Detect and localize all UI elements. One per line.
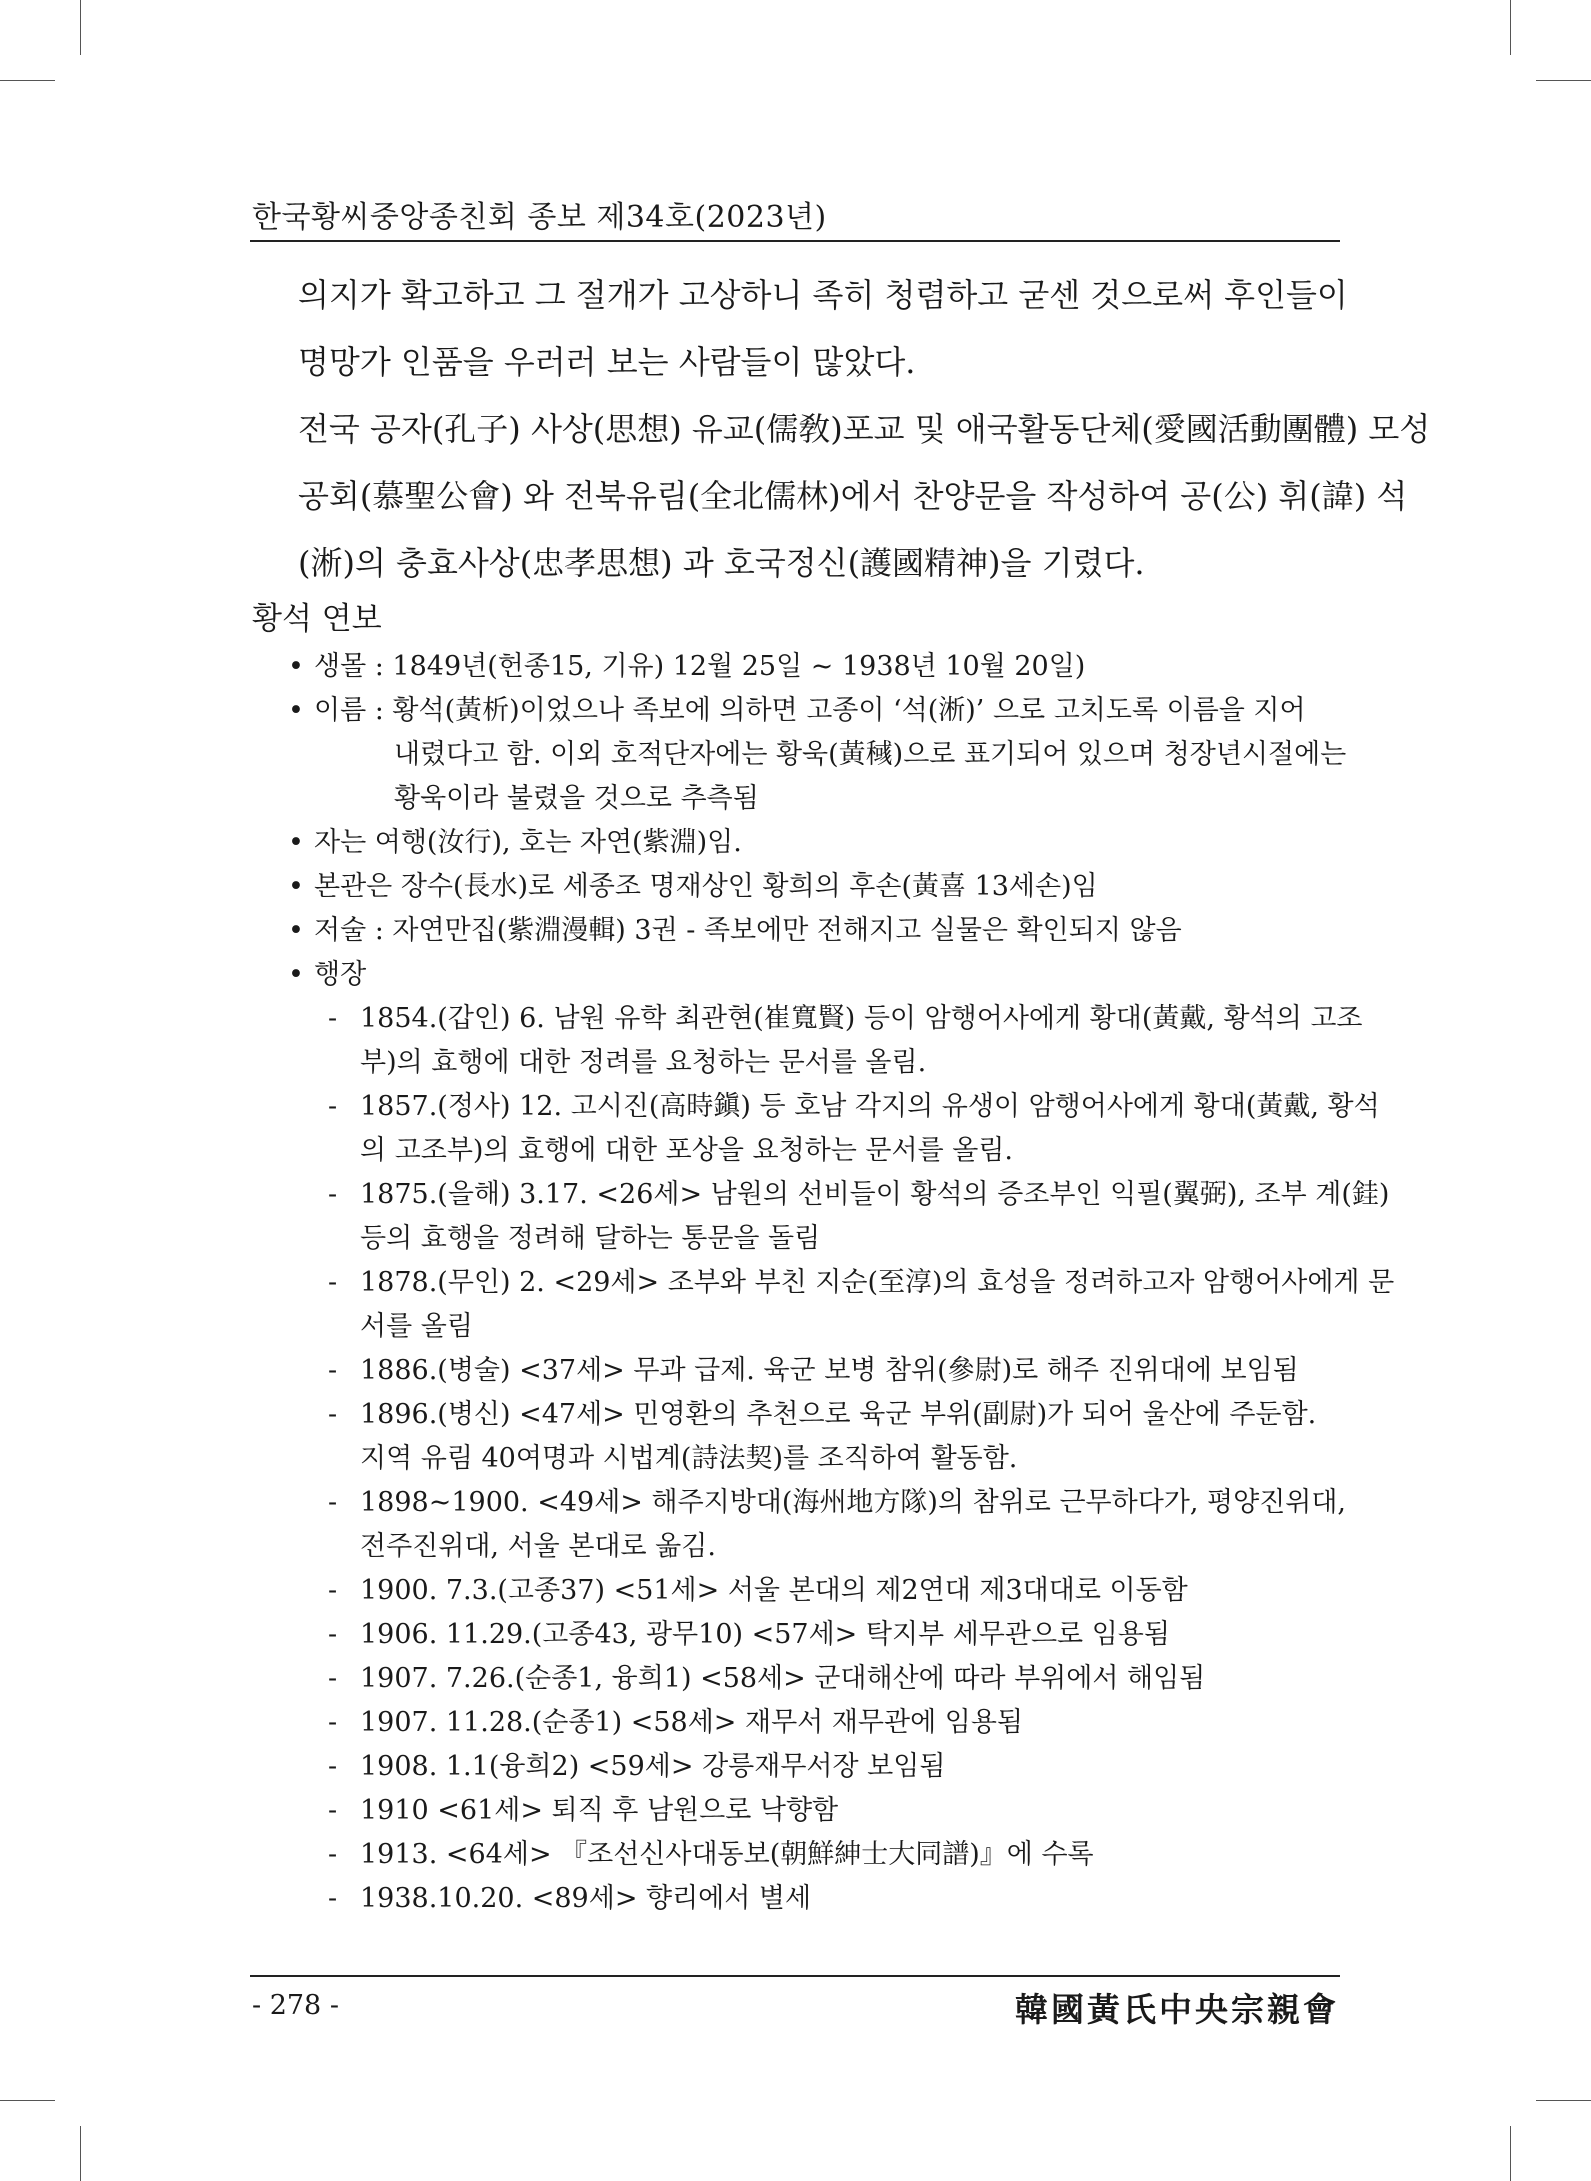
deed-entry xyxy=(328,1657,1383,1701)
deed-text: 1886.(병술) <37세> 무과 급제. 육군 보병 참위(參尉)로 해주 진위대에 보임됨 xyxy=(360,1355,1299,1386)
deed-entry xyxy=(328,1701,1383,1745)
crop-mark xyxy=(1536,2100,1591,2101)
bullet-icon: • xyxy=(288,871,304,902)
deed-text-continued: 서를 올림 xyxy=(360,1311,473,1342)
list-item-name xyxy=(286,689,1347,821)
deed-text-continued: 지역 유림 40여명과 시법계(詩法契)를 조직하여 활동함. xyxy=(360,1443,1018,1474)
dash-icon: - xyxy=(328,1839,338,1870)
deed-entry xyxy=(328,1569,1383,1613)
deed-text: 1938.10.20. <89세> 향리에서 별세 xyxy=(360,1883,812,1914)
intro-line: 전국 공자(孔子) 사상(思想) 유교(儒敎)포교 및 애국활동단체(愛國活動團體) 모성 xyxy=(298,410,1431,448)
crop-mark xyxy=(1536,80,1591,81)
dash-icon: - xyxy=(328,1795,338,1826)
crop-mark xyxy=(80,0,81,55)
item-text: 행장 xyxy=(314,959,367,990)
deed-entry xyxy=(328,1085,1383,1173)
deed-text: 1907. 7.26.(순종1, 융희1) <58세> 군대해산에 따라 부위에서 해임됨 xyxy=(360,1663,1206,1694)
deed-text: 1896.(병신) <47세> 민영환의 추천으로 육군 부위(副尉)가 되어 울산에 주둔함. xyxy=(360,1399,1317,1430)
dash-icon: - xyxy=(328,1751,338,1782)
intro-line: 명망가 인품을 우러러 보는 사람들이 많았다. xyxy=(298,343,916,381)
deed-entry xyxy=(328,1349,1383,1393)
dash-icon: - xyxy=(328,1707,338,1738)
dash-icon: - xyxy=(328,1091,338,1122)
intro-line: 의지가 확고하고 그 절개가 고상하니 족히 청렴하고 굳센 것으로써 후인들이 xyxy=(298,276,1348,314)
list-item-birth-death xyxy=(286,645,1341,689)
deed-text: 1875.(을해) 3.17. <26세> 남원의 선비들이 황석의 증조부인 익필(翼弼), 조부 계(銈) xyxy=(360,1179,1390,1210)
dash-icon: - xyxy=(328,1575,338,1606)
deed-entry xyxy=(328,1833,1383,1877)
list-item-origin xyxy=(286,865,1341,909)
crop-mark xyxy=(0,80,55,81)
deed-text: 1900. 7.3.(고종37) <51세> 서울 본대의 제2연대 제3대대로 이동함 xyxy=(360,1575,1188,1606)
footer-rule xyxy=(250,1975,1340,1977)
deed-entry xyxy=(328,1261,1395,1349)
deed-entry xyxy=(328,997,1383,1085)
deed-text-continued: 등의 효행을 정려해 달하는 통문을 돌림 xyxy=(360,1223,821,1254)
deed-entry xyxy=(328,1481,1383,1569)
organization-name: 韓國黃氏中央宗親會 xyxy=(1015,1990,1339,2029)
deeds-list xyxy=(328,997,1395,1921)
deed-text-continued: 전주진위대, 서울 본대로 옮김. xyxy=(360,1531,716,1562)
deed-text-continued: 부)의 효행에 대한 정려를 요청하는 문서를 올림. xyxy=(360,1047,927,1078)
deed-entry xyxy=(328,1789,1383,1833)
deed-text: 1910 <61세> 퇴직 후 남원으로 낙향함 xyxy=(360,1795,839,1826)
intro-paragraph xyxy=(298,262,1431,597)
deed-text-continued: 의 고조부)의 효행에 대한 포상을 요청하는 문서를 올림. xyxy=(360,1135,1013,1166)
item-text: 저술 : 자연만집(紫淵漫輯) 3권 - 족보에만 전해지고 실물은 확인되지 않음 xyxy=(314,915,1182,946)
page-number: - 278 - xyxy=(252,1990,339,2021)
item-text-continued: 황욱이라 불렸을 것으로 추측됨 xyxy=(394,783,759,814)
dash-icon: - xyxy=(328,1267,338,1298)
dash-icon: - xyxy=(328,1619,338,1650)
item-text: 자는 여행(汝行), 호는 자연(紫淵)임. xyxy=(314,827,742,858)
deed-text: 1907. 11.28.(순종1) <58세> 재무서 재무관에 임용됨 xyxy=(360,1707,1023,1738)
deed-text: 1908. 1.1(융희2) <59세> 강릉재무서장 보임됨 xyxy=(360,1751,946,1782)
running-header: 한국황씨중앙종친회 종보 제34호(2023년) xyxy=(252,200,827,235)
bullet-icon: • xyxy=(288,695,304,726)
deed-text: 1854.(갑인) 6. 남원 유학 최관현(崔寬賢) 등이 암행어사에게 황대(黃戴, 황석의 고조 xyxy=(360,1003,1363,1034)
deed-text: 1898~1900. <49세> 해주지방대(海州地方隊)의 참위로 근무하다가, 평양진위대, xyxy=(360,1487,1347,1518)
bullet-icon: • xyxy=(288,651,304,682)
list-item-courtesy-name xyxy=(286,821,1341,865)
deed-text: 1906. 11.29.(고종43, 광무10) <57세> 탁지부 세무관으로 임용됨 xyxy=(360,1619,1170,1650)
section-title: 황석 연보 xyxy=(252,601,382,637)
dash-icon: - xyxy=(328,1883,338,1914)
intro-line: (淅)의 충효사상(忠孝思想) 과 호국정신(護國精神)을 기렸다. xyxy=(298,544,1145,582)
dash-icon: - xyxy=(328,1399,338,1430)
chronology-list xyxy=(286,645,1395,1921)
item-text: 이름 : 황석(黃析)이었으나 족보에 의하면 고종이 ‘석(淅)’ 으로 고치도록 이름을 지어 xyxy=(314,695,1306,726)
intro-line: 공회(慕聖公會) 와 전북유림(全北儒林)에서 찬양문을 작성하여 공(公) 휘(諱) 석 xyxy=(298,477,1408,515)
bullet-icon: • xyxy=(288,827,304,858)
item-text-continued: 내렸다고 함. 이외 호적단자에는 황욱(黃稶)으로 표기되어 있으며 청장년시절에는 xyxy=(394,739,1347,770)
dash-icon: - xyxy=(328,1179,338,1210)
deed-entry xyxy=(328,1745,1383,1789)
crop-mark xyxy=(1510,0,1511,55)
item-text: 본관은 장수(長水)로 세종조 명재상인 황희의 후손(黃喜 13세손)임 xyxy=(314,871,1098,902)
dash-icon: - xyxy=(328,1355,338,1386)
bullet-icon: • xyxy=(288,959,304,990)
header-rule xyxy=(250,240,1340,242)
deed-entry xyxy=(328,1613,1383,1657)
list-item-works xyxy=(286,909,1341,953)
crop-mark xyxy=(80,2126,81,2181)
item-text: 생몰 : 1849년(헌종15, 기유) 12월 25일 ~ 1938년 10월 20일) xyxy=(314,651,1086,682)
deed-entry xyxy=(328,1173,1390,1261)
dash-icon: - xyxy=(328,1003,338,1034)
deed-entry xyxy=(328,1393,1383,1481)
dash-icon: - xyxy=(328,1487,338,1518)
crop-mark xyxy=(1510,2126,1511,2181)
bullet-icon: • xyxy=(288,915,304,946)
deed-text: 1857.(정사) 12. 고시진(高時鎭) 등 호남 각지의 유생이 암행어사에게 황대(黃戴, 황석 xyxy=(360,1091,1380,1122)
deed-text: 1913. <64세> 『조선신사대동보(朝鮮紳士大同譜)』에 수록 xyxy=(360,1839,1094,1870)
crop-mark xyxy=(0,2100,55,2101)
dash-icon: - xyxy=(328,1663,338,1694)
deed-text: 1878.(무인) 2. <29세> 조부와 부친 지순(至淳)의 효성을 정려하고자 암행어사에게 문 xyxy=(360,1267,1395,1298)
list-item-deeds xyxy=(286,953,1341,997)
deed-entry xyxy=(328,1877,1383,1921)
